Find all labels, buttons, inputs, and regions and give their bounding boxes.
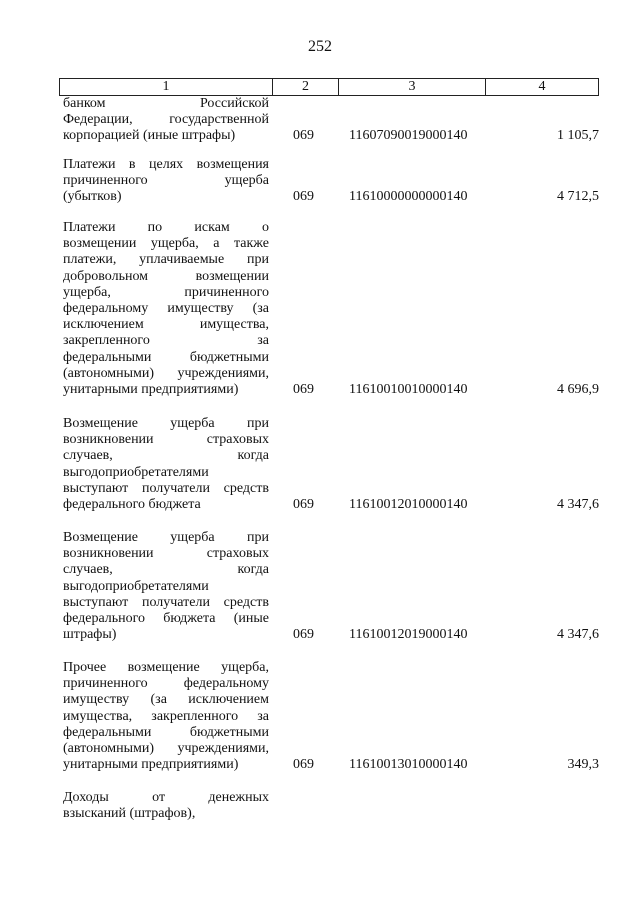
description-line: выгодоприобретателями bbox=[63, 578, 209, 594]
description-line: возникновении страховых bbox=[63, 432, 269, 448]
kbk-code: 11610010010000140 bbox=[349, 382, 468, 398]
table-row bbox=[63, 416, 599, 513]
row-description bbox=[63, 790, 269, 822]
row-description bbox=[63, 220, 269, 398]
description-line: взысканий (штрафов), bbox=[63, 806, 196, 822]
description-line: Платежи в целях возмещения bbox=[63, 157, 269, 172]
table-row bbox=[63, 790, 599, 822]
row-description bbox=[63, 660, 269, 773]
admin-code: 069 bbox=[293, 382, 314, 398]
description-line: (убытков) bbox=[63, 189, 122, 205]
description-line: платежи, уплачиваемые при bbox=[63, 252, 269, 268]
amount: 4 712,5 bbox=[557, 189, 599, 205]
description-line: Возмещение ущерба при bbox=[63, 416, 269, 431]
header-col-4: 4 bbox=[485, 79, 598, 95]
amount: 4 696,9 bbox=[557, 382, 599, 398]
amount: 1 105,7 bbox=[557, 128, 599, 144]
row-description bbox=[63, 96, 269, 145]
description-line: причиненного ущерба bbox=[63, 173, 269, 189]
amount: 4 347,6 bbox=[557, 497, 599, 513]
description-line: возмещении ущерба, а также bbox=[63, 236, 269, 252]
description-line: добровольном возмещении bbox=[63, 268, 269, 284]
description-line: выгодоприобретателями bbox=[63, 464, 209, 480]
description-line: имущества, закрепленного за bbox=[63, 708, 269, 724]
admin-code: 069 bbox=[293, 757, 314, 773]
row-description bbox=[63, 157, 269, 206]
table-row bbox=[63, 96, 599, 145]
table-row bbox=[63, 530, 599, 643]
description-line: федеральному имуществу (за bbox=[63, 301, 269, 317]
description-line: случаев, когда bbox=[63, 562, 269, 578]
description-line: исключением имущества, bbox=[63, 317, 269, 333]
description-line: банком Российской bbox=[63, 96, 269, 111]
description-line: федеральными бюджетными bbox=[63, 724, 269, 740]
table-header bbox=[59, 78, 599, 96]
description-line: возникновении страховых bbox=[63, 546, 269, 562]
description-line: выступают получатели средств bbox=[63, 480, 269, 496]
description-line: (автономными) учреждениями, bbox=[63, 365, 269, 381]
admin-code: 069 bbox=[293, 128, 314, 144]
kbk-code: 11610012019000140 bbox=[349, 627, 468, 643]
description-line: федеральными бюджетными bbox=[63, 349, 269, 365]
admin-code: 069 bbox=[293, 497, 314, 513]
description-line: Платежи по искам о bbox=[63, 220, 269, 235]
kbk-code: 11610013010000140 bbox=[349, 757, 468, 773]
table-row bbox=[63, 220, 599, 398]
description-line: закрепленного за bbox=[63, 333, 269, 349]
description-line: случаев, когда bbox=[63, 448, 269, 464]
description-line: корпорацией (иные штрафы) bbox=[63, 128, 236, 144]
description-line: федерального бюджета (иные bbox=[63, 611, 269, 627]
admin-code: 069 bbox=[293, 627, 314, 643]
description-line: имуществу (за исключением bbox=[63, 692, 269, 708]
amount: 349,3 bbox=[567, 757, 599, 773]
description-line: штрафы) bbox=[63, 627, 117, 643]
description-line: Федерации, государственной bbox=[63, 112, 269, 128]
row-description bbox=[63, 530, 269, 643]
description-line: Прочее возмещение ущерба, bbox=[63, 660, 269, 675]
amount: 4 347,6 bbox=[557, 627, 599, 643]
description-line: Возмещение ущерба при bbox=[63, 530, 269, 545]
description-line: ущерба, причиненного bbox=[63, 284, 269, 300]
description-line: унитарными предприятиями) bbox=[63, 757, 239, 773]
admin-code: 069 bbox=[293, 189, 314, 205]
description-line: федерального бюджета bbox=[63, 497, 201, 513]
table-row bbox=[63, 660, 599, 773]
description-line: выступают получатели средств bbox=[63, 594, 269, 610]
page-number: 252 bbox=[308, 38, 332, 55]
row-description bbox=[63, 416, 269, 513]
description-line: Доходы от денежных bbox=[63, 790, 269, 805]
description-line: причиненного федеральному bbox=[63, 676, 269, 692]
header-col-3: 3 bbox=[338, 79, 485, 95]
table-row bbox=[63, 157, 599, 206]
kbk-code: 11607090019000140 bbox=[349, 128, 468, 144]
header-col-2: 2 bbox=[272, 79, 338, 95]
header-col-1: 1 bbox=[162, 79, 170, 94]
kbk-code: 11610012010000140 bbox=[349, 497, 468, 513]
description-line: унитарными предприятиями) bbox=[63, 382, 239, 398]
kbk-code: 11610000000000140 bbox=[349, 189, 468, 205]
description-line: (автономными) учреждениями, bbox=[63, 741, 269, 757]
